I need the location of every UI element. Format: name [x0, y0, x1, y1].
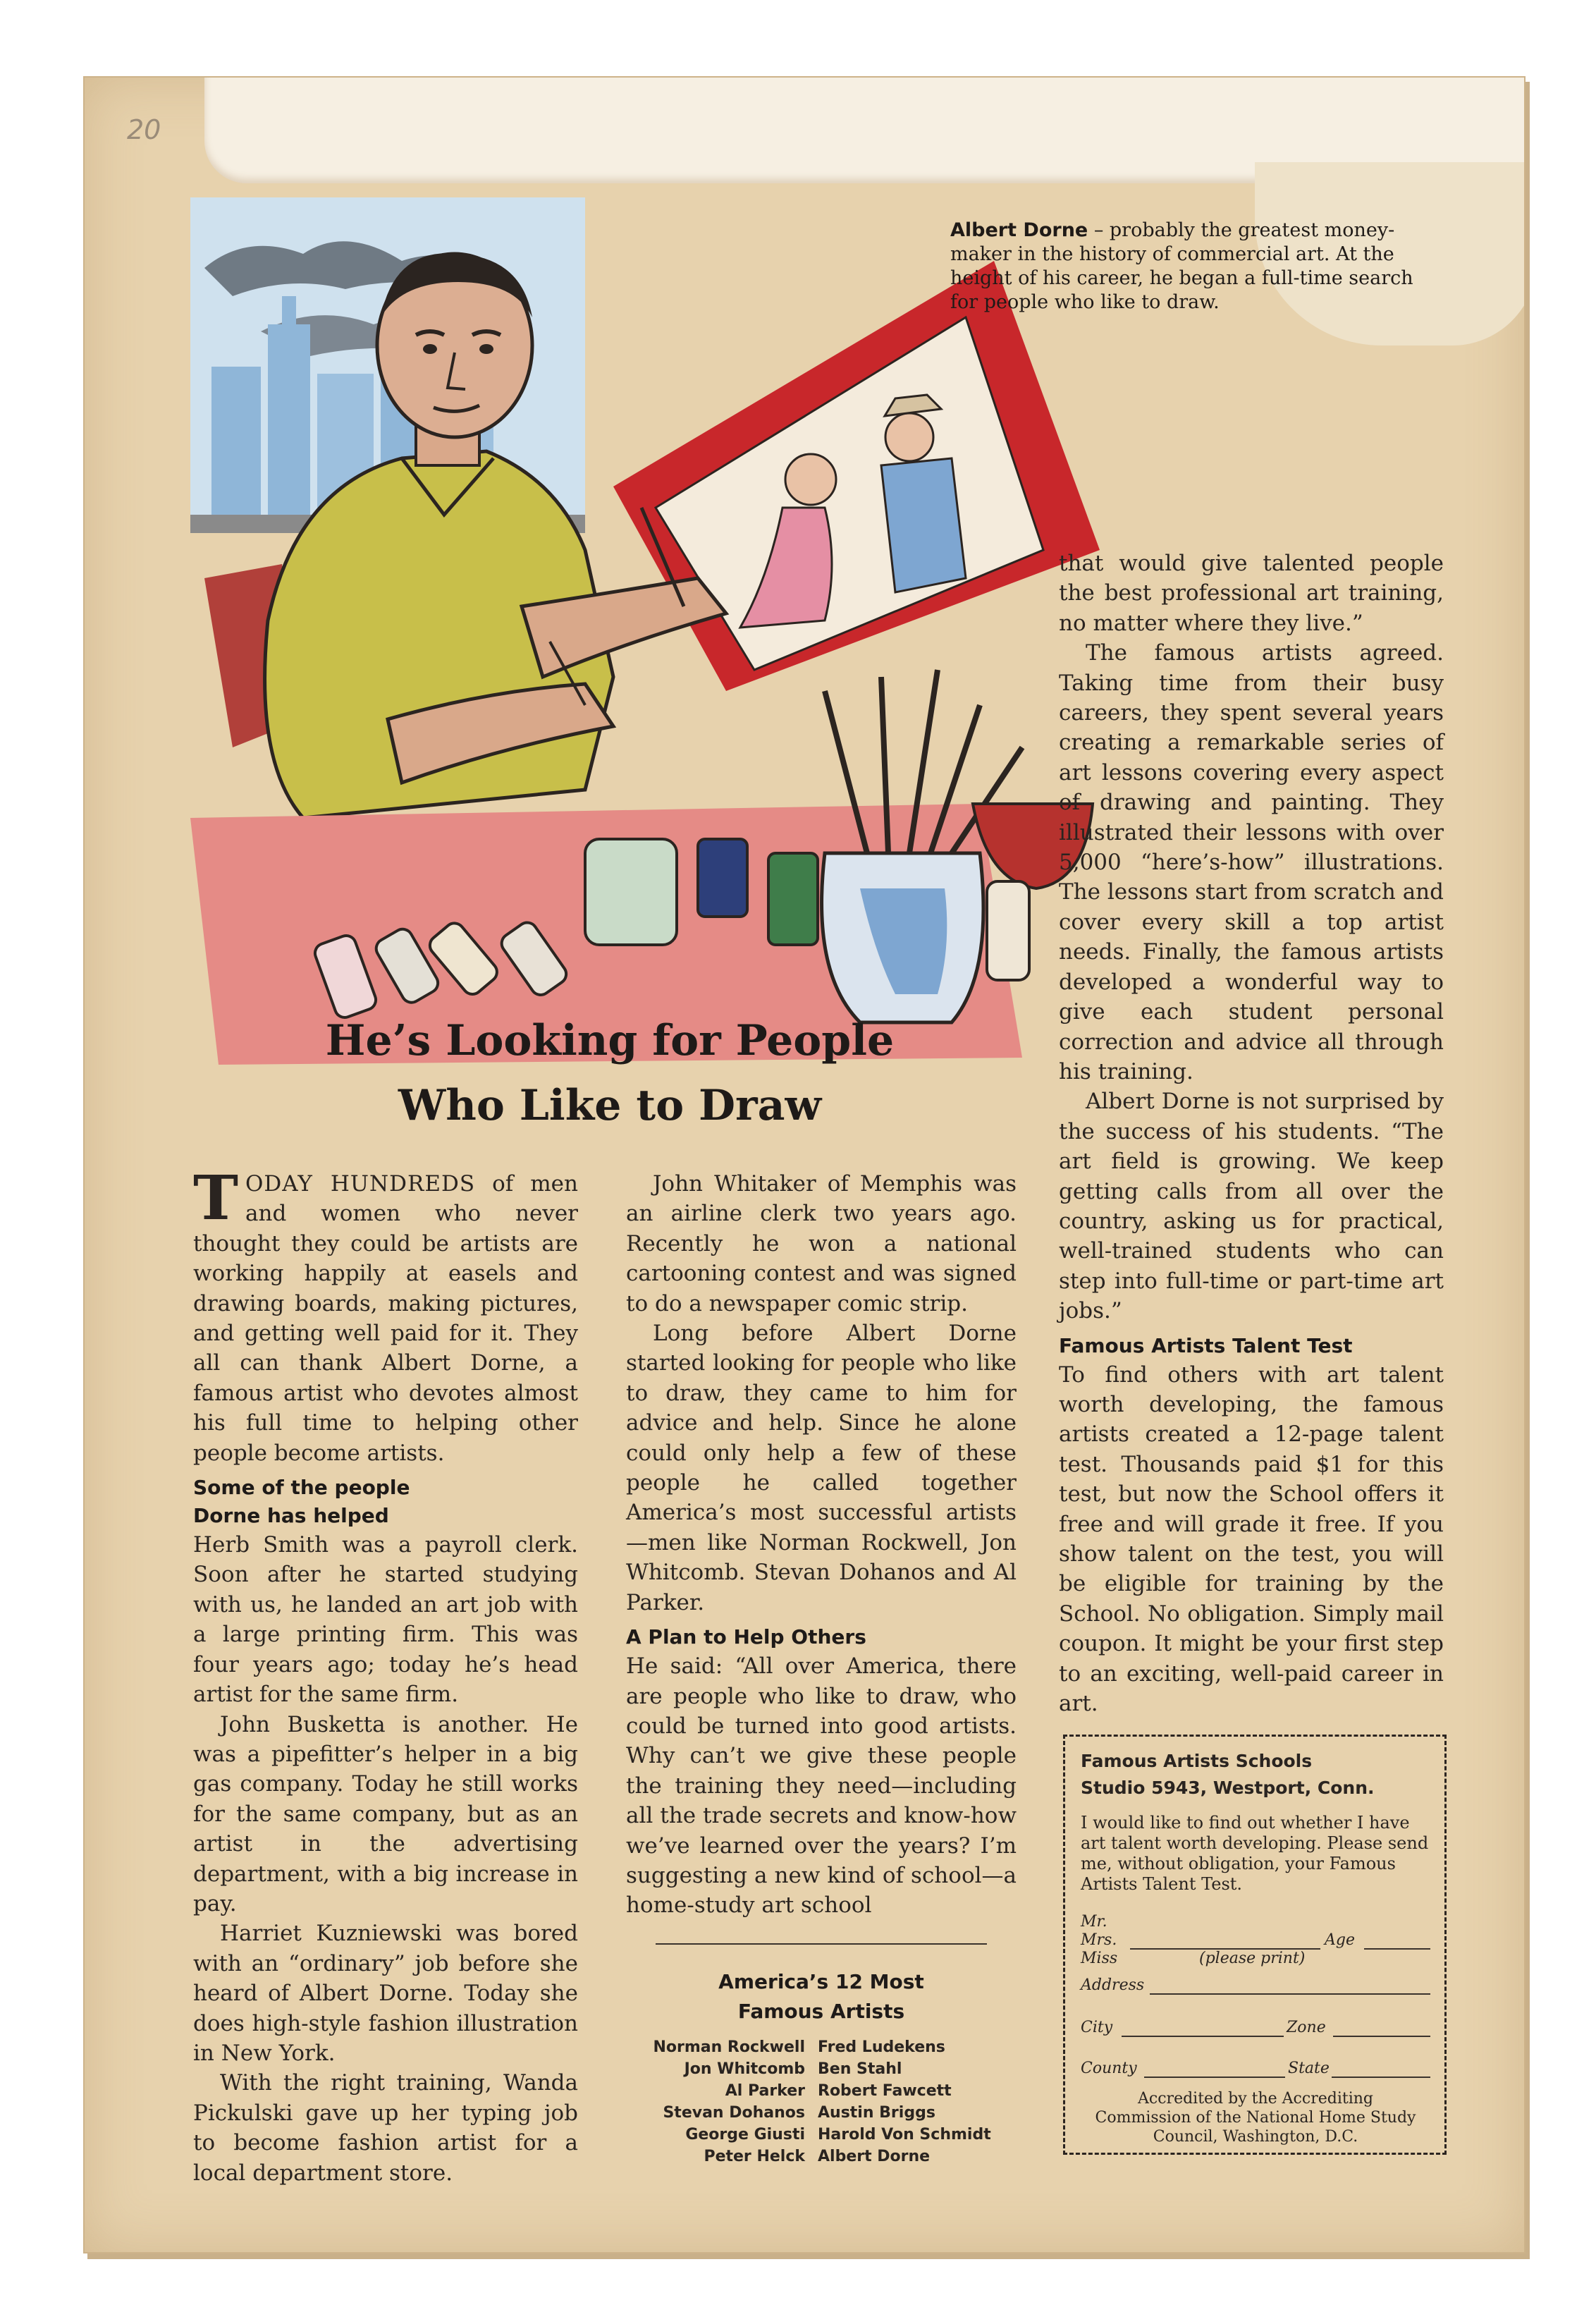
- eye: [479, 344, 493, 354]
- sketch-man-head: [885, 413, 933, 461]
- sketch-overalls: [881, 458, 966, 592]
- subhead-line-2: Dorne has helped: [193, 1504, 389, 1528]
- col3-paragraph-4: To find others with art talent worth developing, the famous artists created a 12-page talent test. Thousands paid $1 for this test, but now the School offers it free and will grade it free. If you show talent on the test, you will be eligible for training by the School. No obligation. Simply mail coupon. It might be your first step to an exciting, well-paid career in art.: [1059, 1362, 1444, 1717]
- spire: [282, 296, 296, 331]
- divider-rule: [656, 1943, 987, 1945]
- label-state: State: [1288, 2060, 1330, 2077]
- magazine-page: [83, 76, 1526, 2253]
- col1-paragraph-3: John Busketta is another. He was a pipefitter’s helper in a big gas company. Today he still works for the same company, but as an artist in the advertising department, with a big increase in pay.: [193, 1711, 578, 1916]
- artist-name: Stevan Dohanos: [663, 2104, 805, 2122]
- caption-text: – probably the greatest money-maker in the history of commercial art. At the height of his career, he began a full-time search for people who like to draw.: [950, 219, 1413, 313]
- artists-left-column: [620, 2036, 805, 2167]
- artist-name: George Giusti: [685, 2126, 805, 2143]
- article-column-3: [1059, 549, 1444, 1718]
- artists-title-line-2: Famous Artists: [737, 2000, 905, 2023]
- col3-paragraph-1: that would give talented people the best professional art training, no matter where they live.”: [1059, 551, 1444, 636]
- col1-paragraph-1: of men and women who never thought they could be artists are working happily at easels and drawing boards, making pictures, and getting well paid for it. They all can thank Albert Dorne, a famous artist who devotes almost his full time to helping other people become artists.: [193, 1171, 578, 1466]
- building: [211, 367, 261, 529]
- label-mrs: Mrs.: [1081, 1931, 1117, 1949]
- headline-line-2: Who Like to Draw: [398, 1081, 822, 1130]
- address-input-line[interactable]: [1150, 1993, 1430, 1995]
- label-county: County: [1081, 2060, 1137, 2077]
- artist-name: Ben Stahl: [818, 2060, 902, 2078]
- label-miss: Miss: [1081, 1950, 1118, 1967]
- artists-list-title: [626, 1967, 1017, 2026]
- age-input-line[interactable]: [1364, 1948, 1430, 1950]
- mail-in-coupon[interactable]: [1063, 1735, 1447, 2155]
- col1-paragraph-2: Herb Smith was a payroll clerk. Soon after he started studying with us, he landed an art job with a large printing firm. This was four years ago; today he’s head artist for the same firm.: [193, 1532, 578, 1708]
- county-input-line[interactable]: [1144, 2077, 1285, 2078]
- col3-paragraph-3: Albert Dorne is not surprised by the success of his students. “The art field is growing. We keep getting calls from all over the country, asking us for practical, well-trained students who can step into full-time or part-time art jobs.”: [1059, 1089, 1444, 1324]
- coupon-request-text: I would like to find out whether I have art talent worth developing. Please send me, without obligation, your Famous Artists Talent Test.: [1081, 1813, 1429, 1894]
- state-input-line[interactable]: [1332, 2077, 1430, 2078]
- subhead-plan: A Plan to Help Others: [626, 1625, 866, 1649]
- eye: [423, 344, 437, 354]
- print-note: (please print): [1199, 1950, 1306, 1967]
- drop-cap: T: [193, 1163, 238, 1234]
- subhead-talent-test: Famous Artists Talent Test: [1059, 1333, 1353, 1357]
- col1-paragraph-4: Harriet Kuzniewski was bored with an “ordinary” job before she heard of Albert Dorne. Today she does high-style fashion illustration in New York.: [193, 1921, 578, 2066]
- artist-name: Harold Von Schmidt: [818, 2126, 991, 2143]
- artist-name: Robert Fawcett: [818, 2082, 952, 2100]
- label-zone: Zone: [1287, 2019, 1326, 2036]
- artists-right-column: [818, 2036, 1022, 2167]
- artist-name: Norman Rockwell: [653, 2038, 805, 2056]
- zone-input-line[interactable]: [1333, 2036, 1430, 2037]
- city-input-line[interactable]: [1122, 2036, 1284, 2037]
- subhead-people-helped: [193, 1474, 578, 1530]
- coupon-header: [1081, 1748, 1433, 1802]
- col1-paragraph-5: With the right training, Wanda Pickulski gave up her typing job to become fashion artist for a local department store.: [193, 2070, 578, 2186]
- label-mr: Mr.: [1081, 1913, 1107, 1931]
- paint-bottle: [987, 881, 1029, 980]
- label-age: Age: [1325, 1931, 1355, 1949]
- artist-name: Jon Whitcomb: [684, 2060, 805, 2078]
- label-address: Address: [1081, 1976, 1145, 1994]
- subhead-line-1: Some of the people: [193, 1476, 410, 1500]
- artist-illustration: [190, 183, 1114, 1072]
- coupon-school-name: Famous Artists Schools: [1081, 1751, 1313, 1771]
- ink-bottle-green: [768, 853, 818, 945]
- artist-name: Fred Ludekens: [818, 2038, 945, 2056]
- label-city: City: [1081, 2019, 1113, 2036]
- caption-name: Albert Dorne: [950, 219, 1088, 241]
- col3-paragraph-2: The famous artists agreed. Taking time from their busy careers, they spent several years creating a remarkable series of art lessons covering every aspect of drawing and painting. They illustrated their lessons with over 5,000 “here’s-how” illustrations. The lessons start from scratch and cover every skill a top artist needs. Finally, the famous artists developed a wonderful way to give each student personal correction and advice all through his training.: [1059, 640, 1444, 1084]
- sketch-figure-head: [785, 454, 836, 505]
- col2-paragraph-1: John Whitaker of Memphis was an airline clerk two years ago. Recently he won a national cartooning contest and was signed to do a newspaper comic strip.: [626, 1171, 1017, 1316]
- headline: [190, 1008, 1029, 1138]
- col2-paragraph-2: Long before Albert Dorne started looking for people who like to draw, they came to him for advice and help. Since he alone could only help a few of these people he called together America’s most successful artists —men like Norman Rockwell, Jon Whitcomb. Stevan Dohanos and Al Parker.: [626, 1321, 1017, 1615]
- article-column-2: [626, 1169, 1017, 1921]
- col2-paragraph-3: He said: “All over America, there are people who like to draw, who could be turned into good artists. Why can’t we give these people the training they need—including all the trade secrets and know-how we’ve learned over the years? I’m suggesting a new kind of school—a home-study art school: [626, 1653, 1017, 1919]
- building: [268, 324, 310, 529]
- paint-cake-stack: [585, 839, 677, 945]
- artists-title-line-1: America’s 12 Most: [718, 1970, 924, 1993]
- illustration-caption: [950, 219, 1416, 314]
- artist-name: Austin Briggs: [818, 2104, 935, 2122]
- accreditation-note: Accredited by the Accrediting Commission of the National Home Study Council, Washington, D.C.: [1095, 2090, 1416, 2146]
- artist-name: Al Parker: [725, 2082, 805, 2100]
- artist-name: Albert Dorne: [818, 2148, 931, 2165]
- headline-line-1: He’s Looking for People: [325, 1016, 895, 1065]
- artist-name: Peter Helck: [704, 2148, 805, 2165]
- coupon-address-line: Studio 5943, Westport, Conn.: [1081, 1778, 1375, 1798]
- ink-bottle: [698, 839, 747, 917]
- opening-small-caps: ODAY HUNDREDS: [245, 1171, 476, 1197]
- pencil-page-number: 20: [127, 114, 161, 145]
- article-column-1: [193, 1163, 578, 2188]
